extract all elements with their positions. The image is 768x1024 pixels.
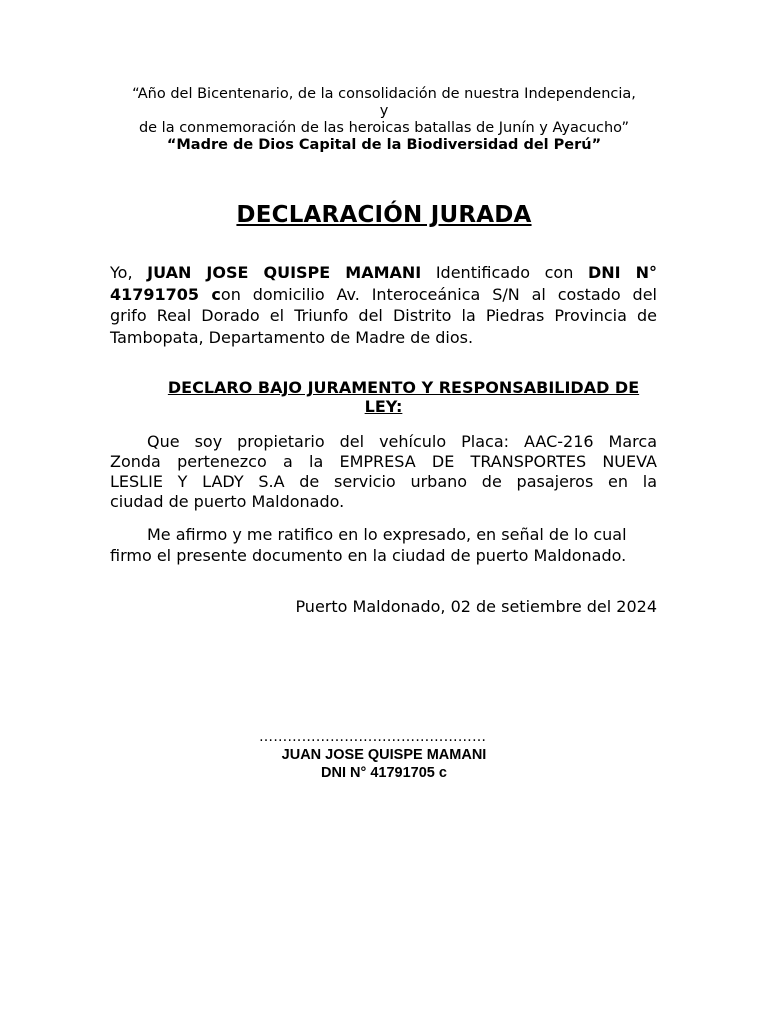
dni-number: 41791705 c	[110, 284, 221, 304]
id-prefix: Yo,	[110, 263, 133, 282]
ownership-paragraph	[110, 432, 657, 512]
header-line-3: de la conmemoración de las heroicas batallas de Junín y Ayacucho”	[138, 120, 630, 136]
id-line-3: grifo Real Dorado el Triunfo del Distrito la Piedras Provincia de	[110, 306, 657, 325]
id-mid: Identificado con	[435, 263, 574, 282]
place-date: Puerto Maldonado, 02 de setiembre del 2024	[295, 597, 657, 616]
declaration-heading-line-2: LEY:	[364, 397, 403, 416]
body-line-4: ciudad de puerto Maldonado.	[110, 492, 345, 511]
identification-paragraph	[110, 262, 657, 348]
declaration-heading	[110, 378, 657, 416]
document-title: DECLARACIÓN JURADA	[236, 202, 532, 228]
signature-line: …………………………………………	[259, 729, 487, 745]
id-address: on domicilio Av. Interoceánica S/N al costado del	[220, 284, 658, 304]
body-line-3: LESLIE Y LADY S.A de servicio urbano de pasajeros en la	[110, 472, 657, 491]
declarant-name: JUAN JOSE QUISPE MAMANI	[147, 263, 422, 282]
signature-dni: DNI N° 41791705 c	[321, 765, 447, 781]
body-line-2: Zonda pertenezco a la EMPRESA DE TRANSPORTES NUEVA	[110, 452, 657, 471]
declaration-heading-line-1: DECLARO BAJO JURAMENTO Y RESPONSABILIDAD DE	[167, 378, 640, 397]
id-line-1	[110, 262, 657, 284]
header-line-2: y	[379, 103, 389, 119]
affirmation-line-2: firmo el presente documento en la ciudad de puerto Maldonado.	[110, 546, 627, 565]
id-line-2	[110, 284, 657, 306]
affirmation-paragraph	[110, 524, 657, 566]
dni-label: DNI N°	[587, 263, 658, 282]
header-block	[100, 86, 668, 154]
header-line-1: “Año del Bicentenario, de la consolidación de nuestra Independencia,	[132, 86, 636, 102]
header-motto: “Madre de Dios Capital de la Biodiversidad del Perú”	[166, 137, 602, 153]
body-line-1: Que soy propietario del vehículo Placa: AAC-216 Marca	[147, 432, 657, 451]
affirmation-line-1: Me afirmo y me ratifico en lo expresado, en señal de lo cual	[147, 525, 627, 544]
id-line-4: Tambopata, Departamento de Madre de dios.	[110, 327, 474, 347]
signature-name: JUAN JOSE QUISPE MAMANI	[281, 747, 487, 763]
